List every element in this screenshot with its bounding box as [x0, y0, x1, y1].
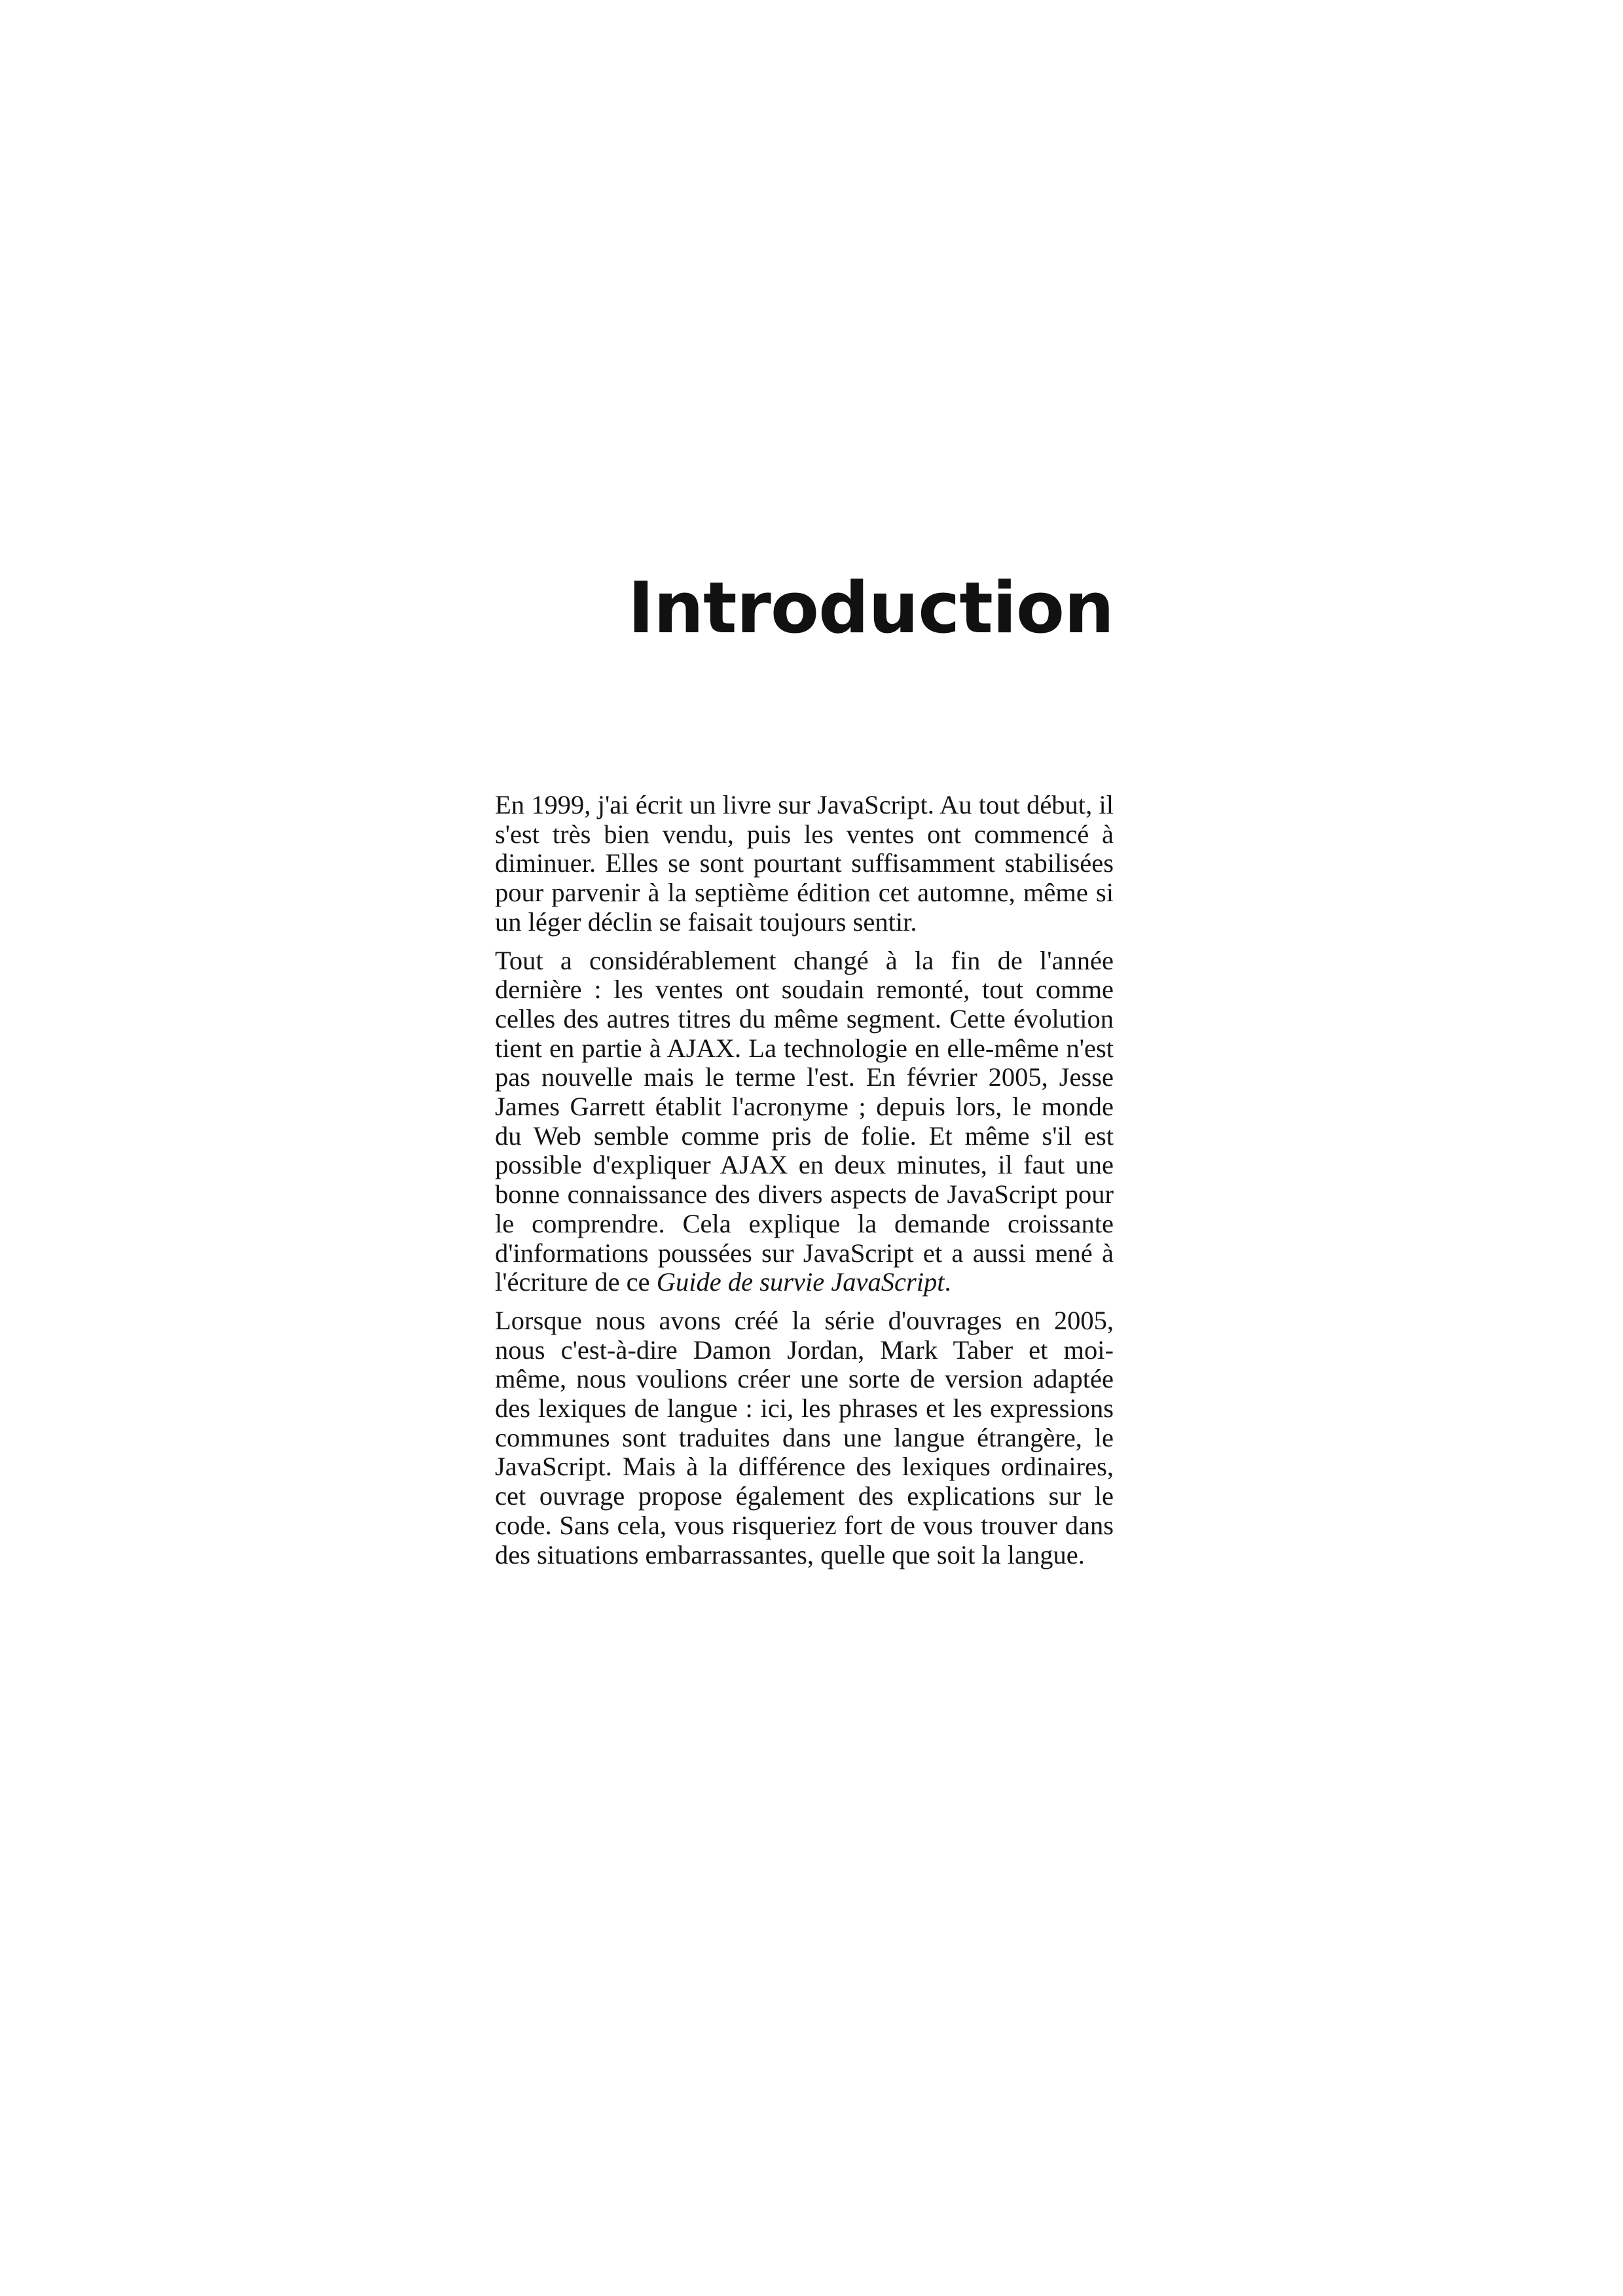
paragraph-2-text: Tout a considérablement changé à la fin de l'année dernière : les ventes ont soudain remonté, tout comme celles des autres titres du même segment. Cette évolution tient en partie à AJAX. La technologie en elle-même n'est pas nouvelle mais le terme l'est. En février 2005, Jesse James Garrett établit l'acronyme ; depuis lors, le monde du Web semble comme pris de folie. Et même s'il est possible d'expliquer AJAX en deux minutes, il faut une bonne connaissance des divers aspects de JavaScript pour le comprendre. Cela explique la demande croissante d'informations poussées sur JavaScript et a aussi mené à l'écriture de ce — [495, 945, 1114, 1297]
paragraph-2 — [495, 946, 1114, 1297]
paragraph-2-ending: . — [944, 1267, 951, 1297]
book-title: Guide de survie JavaScript — [656, 1267, 945, 1297]
body-text — [495, 791, 1114, 1579]
chapter-title: Introduction — [627, 567, 1114, 649]
paragraph-3: Lorsque nous avons créé la série d'ouvrages en 2005, nous c'est-à-dire Damon Jordan, Mark Taber et moi-même, nous voulions créer une sorte de version adaptée des lexiques de langue : ici, les phrases et les expressions communes sont traduites dans une langue étrangère, le JavaScript. Mais à la différence des lexiques ordinaires, cet ouvrage propose également des explications sur le code. Sans cela, vous risqueriez fort de vous trouver dans des situations embarrassantes, quelle que soit la langue. — [495, 1305, 1114, 1570]
paragraph-1: En 1999, j'ai écrit un livre sur JavaScript. Au tout début, il s'est très bien vendu, puis les ventes ont commencé à diminuer. Elles se sont pourtant suffisamment stabilisées pour parvenir à la septième édition cet automne, même si un léger déclin se faisait toujours sentir. — [495, 790, 1114, 937]
